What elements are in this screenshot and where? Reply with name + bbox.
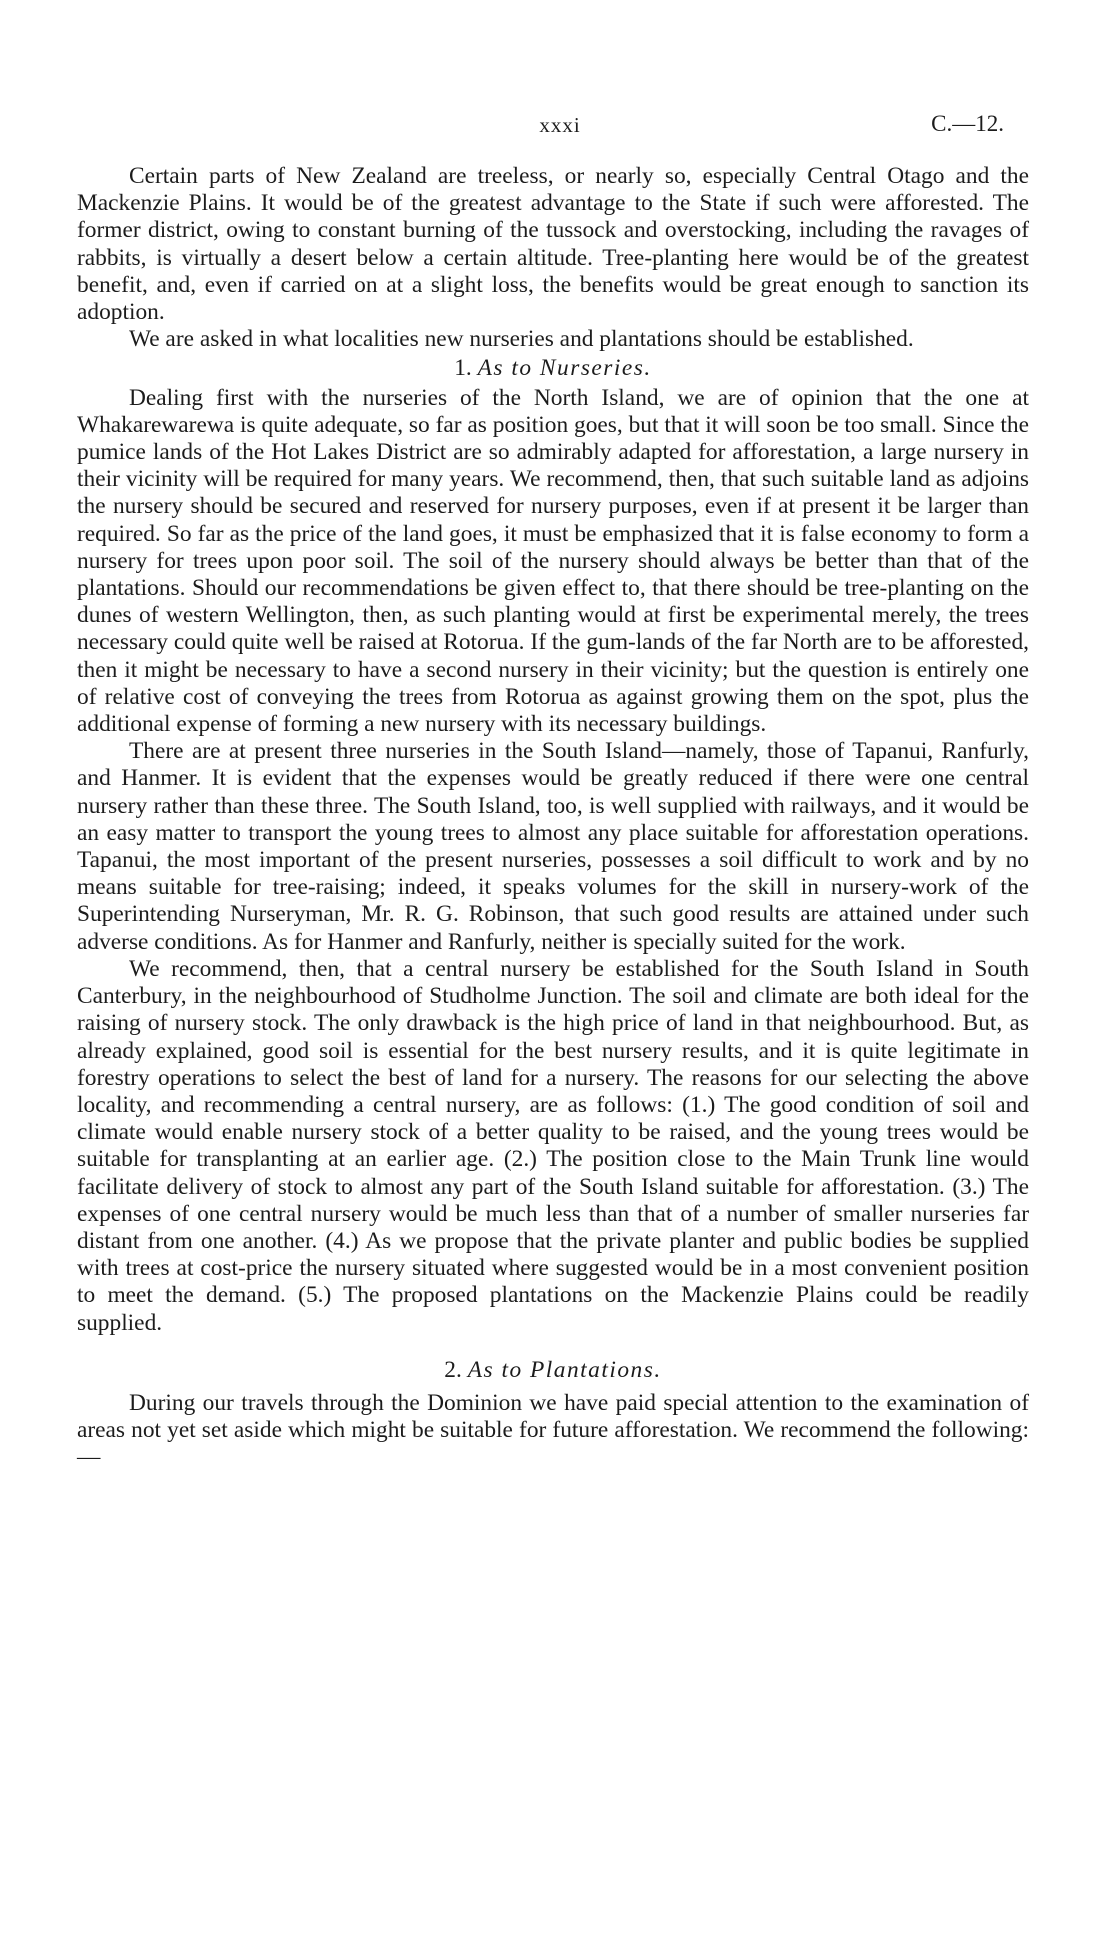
document-reference: C.—12. bbox=[931, 111, 1004, 136]
section-number: 2. bbox=[444, 1356, 462, 1383]
paragraph-treeless-areas: Certain parts of New Zealand are treeless, or nearly so, especially Central Otago and the Mackenzie Plains. It would be of the greatest advantage to the State if such were afforested. The former district, owing to constant burning of the tussock and overstocking, including the ravages of rabbits, is virtually a desert below a certain altitude. Tree-planting here would be of the greatest benefit, and, even if carried on at a slight loss, the benefits would be great enough to sanction its adoption. bbox=[77, 163, 1029, 326]
section-number: 1. bbox=[454, 355, 472, 382]
section-heading-plantations bbox=[77, 1357, 1029, 1384]
paragraph-plantations: During our travels through the Dominion we have paid special attention to the examination of areas not yet set aside which might be suitable for future afforestation. We recommend the following:— bbox=[77, 1389, 1029, 1471]
section-title: As to Plantations. bbox=[467, 1356, 662, 1383]
section-heading-nurseries bbox=[77, 355, 1029, 382]
section-title: As to Nurseries. bbox=[477, 355, 652, 382]
paragraph-north-island-nurseries: Dealing first with the nurseries of the North Island, we are of opinion that the one at Whakarewarewa is quite adequate, so far as position goes, but that it will soon be too small. Since the pumice lands of the Hot Lakes District are so admirably adapted for afforestation, a large nursery in their vicinity will be required for many years. We recommend, then, that such suitable land as adjoins the nursery should be secured and reserved for nursery purposes, even if at present it be larger than required. So far as the price of the land goes, it must be emphasized that it is false economy to form a nursery for trees upon poor soil. The soil of the nursery should always be better than that of the plantations. Should our recommendations be given effect to, that there should be tree-planting on the dunes of western Wellington, then, as such planting would at first be experimental merely, the trees necessary could quite well be raised at Rotorua. If the gum-lands of the far North are to be afforested, then it might be necessary to have a second nursery in their vicinity; but the question is entirely one of relative cost of conveying the trees from Rotorua as against growing them on the spot, plus the additional expense of forming a new nursery with its necessary buildings. bbox=[77, 384, 1029, 738]
page-number: xxxi bbox=[539, 113, 581, 137]
paragraph-south-island-nurseries: There are at present three nurseries in the South Island—namely, those of Tapanui, Ranfurly, and Hanmer. It is evident that the expenses would be greatly reduced if there were one central nursery rather than these three. The South Island, too, is well supplied with railways, and it would be an easy matter to transport the young trees to almost any place suitable for afforestation operations. Tapanui, the most important of the present nurseries, possesses a soil difficult to work and by no means suitable for tree-raising; indeed, it speaks volumes for the skill in nursery-work of the Superintending Nurseryman, Mr. R. G. Robinson, that such good results are attained under such adverse conditions. As for Hanmer and Ranfurly, neither is specially suited for the work. bbox=[77, 738, 1029, 955]
paragraph-central-nursery-recommendation: We recommend, then, that a central nursery be established for the South Island in South Canterbury, in the neighbourhood of Studholme Junction. The soil and climate are both ideal for the raising of nursery stock. The only drawback is the high price of land in that neighbourhood. But, as already explained, good soil is essential for the best nursery results, and it is quite legitimate in forestry operations to select the best of land for a nursery. The reasons for our selecting the above locality, and recommending a central nursery, are as follows: (1.) The good condition of soil and climate would enable nursery stock of a better quality to be raised, and the young trees would be suitable for transplanting at an earlier age. (2.) The position close to the Main Trunk line would facilitate delivery of stock to almost any part of the South Island suitable for afforestation. (3.) The expenses of one central nursery would be much less than that of a number of smaller nurseries far distant from one another. (4.) As we propose that the private planter and public bodies be supplied with trees at cost-price the nursery situated where suggested would be in a most convenient position to meet the demand. (5.) The proposed plantations on the Mackenzie Plains could be readily supplied. bbox=[77, 955, 1029, 1336]
body-text bbox=[77, 163, 1029, 1472]
paragraph-localities-question: We are asked in what localities new nurseries and plantations should be established. bbox=[129, 326, 914, 353]
